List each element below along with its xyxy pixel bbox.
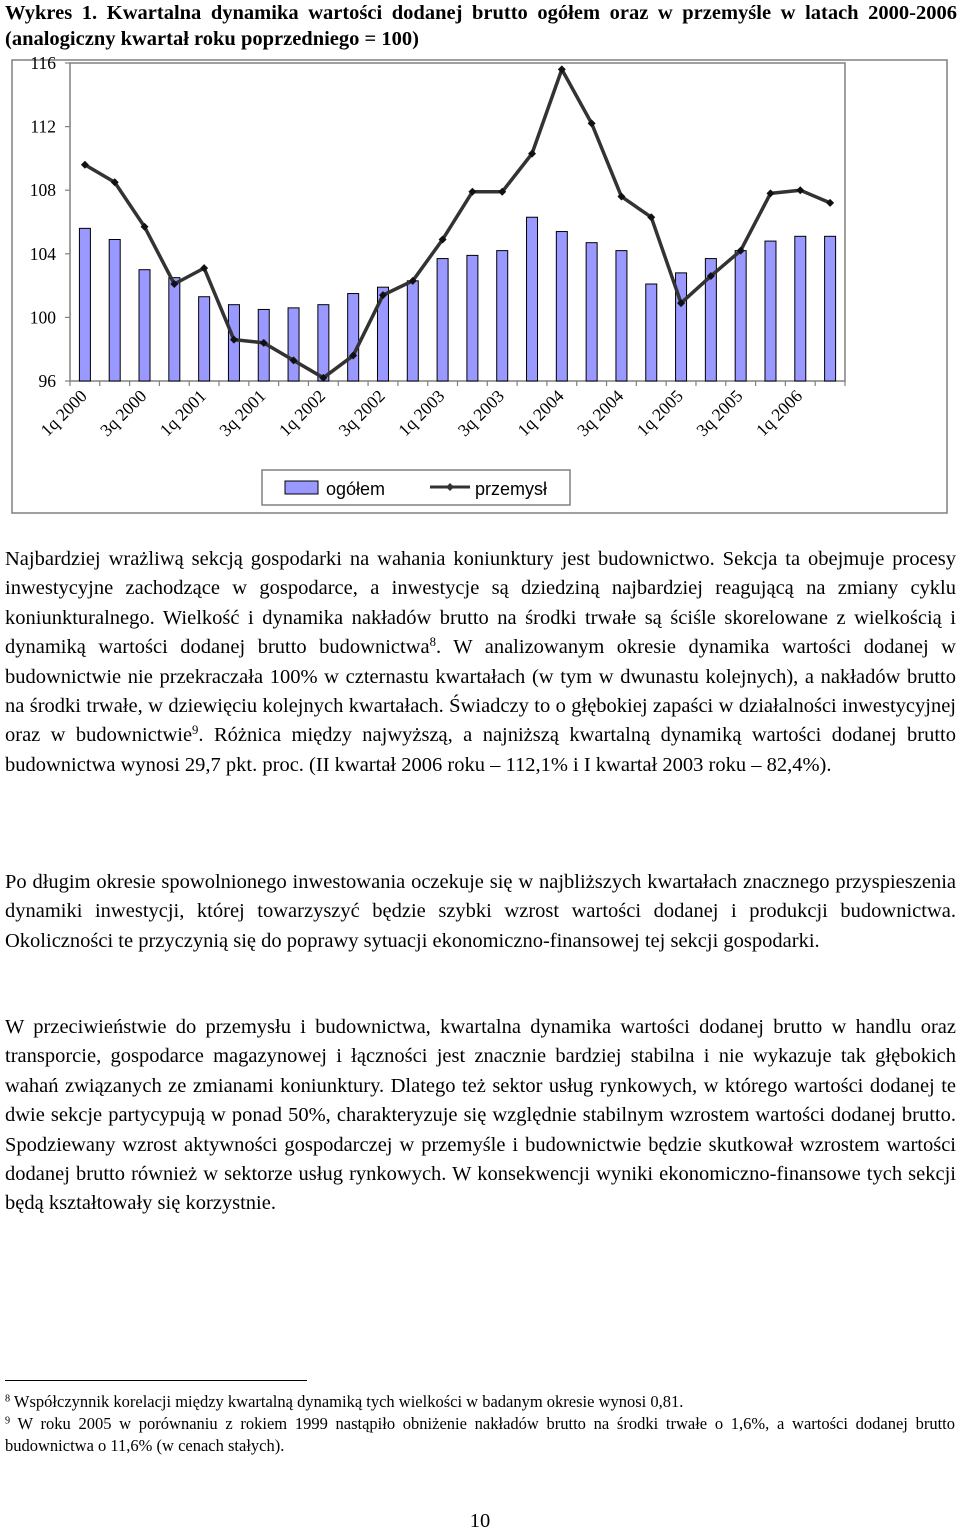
bar-ogolem (467, 255, 478, 381)
bar-ogolem (139, 270, 150, 381)
x-tick-label: 3q 2002 (334, 385, 389, 441)
x-tick-label: 3q 2004 (572, 385, 628, 441)
bar-ogolem (765, 241, 776, 381)
bar-ogolem (527, 217, 538, 381)
footnote-text-8: Współczynnik korelacji między kwartalną dynamiką tych wielkości w badanym okresie wynosi 0,81. (10, 1392, 684, 1411)
bar-ogolem (497, 251, 508, 381)
bar-ogolem (407, 281, 418, 381)
line-przemysl (85, 69, 830, 377)
footnote-marker-8: 8 (5, 1393, 11, 1405)
chart (0, 0, 960, 520)
bar-ogolem (735, 251, 746, 381)
line-series-przemysl (81, 65, 834, 381)
paragraph-1-run-3: . Różnica między najwyższą, a najniższą kwartalną dynamiką wartości dodanej brutto budownictwa wynosi 29,7 pkt. proc. (II kwartał 2006 roku – 112,1% i I kwartał 2003 roku – 82,4%). (5, 724, 956, 776)
paragraph-2 (5, 868, 956, 956)
plot-area-frame (70, 63, 845, 381)
x-tick-label: 1q 2003 (394, 385, 449, 441)
x-axis (36, 381, 845, 440)
footnote-marker-9: 9 (5, 1415, 11, 1427)
figure-label: Wykres 1. (5, 2, 98, 24)
bar-ogolem (795, 236, 806, 381)
bar-ogolem (109, 239, 120, 381)
x-tick-label: 3q 2005 (692, 385, 747, 441)
legend (262, 470, 570, 505)
bar-ogolem (348, 294, 359, 381)
footnote-9 (5, 1413, 955, 1457)
y-tick-label: 104 (29, 243, 56, 264)
bar-ogolem (556, 232, 567, 381)
bar-series-ogolem (79, 217, 835, 381)
legend-label-ogolem: ogółem (326, 479, 386, 499)
x-tick-label: 1q 2001 (155, 385, 210, 441)
chart-area-frame (12, 60, 947, 513)
page-number: 10 (469, 1510, 491, 1532)
bar-ogolem (616, 251, 627, 381)
footnotes (5, 1391, 955, 1457)
bar-ogolem (169, 278, 180, 381)
paragraph-1-run-1: Najbardziej wrażliwą sekcją gospodarki na wahania koniunktury jest budownictwo. Sekcja ta obejmuje procesy inwestycyjne zachodzące w gospodarce, a inwestycje są dziedziną najbardziej reagującą na zmiany cyklu koniunkturalnego. Wielkość i dynamika nakładów brutto na środki trwałe są ściśle skorelowane z wielkością i dynamiką wartości dodanej brutto budownictwa (5, 548, 956, 659)
legend-swatch-ogolem (285, 481, 318, 494)
bar-ogolem (646, 284, 657, 381)
x-tick-label: 1q 2005 (632, 385, 687, 441)
paragraph-2-text: Po długim okresie spowolnionego inwestowania oczekuje się w najbliższych kwartałach znacznego przyspieszenia dynamiki inwestycji, której towarzyszyć będzie szybki wzrost wartości dodanej i produkcji budownictwa. Okoliczności te przyczynią się do poprawy sytuacji ekonomiczno-finansowej tej sekcji gospodarki. (5, 871, 956, 952)
footnote-8 (5, 1391, 955, 1413)
y-tick-label: 96 (38, 371, 56, 391)
footnote-separator (5, 1380, 307, 1381)
x-tick-label: 3q 2000 (95, 385, 151, 441)
legend-label-przemysl: przemysł (475, 479, 548, 499)
bar-ogolem (288, 308, 299, 381)
x-tick-label: 3q 2001 (215, 385, 270, 441)
x-tick-label: 1q 2004 (513, 385, 568, 441)
x-tick-label: 1q 2006 (751, 385, 807, 441)
footnote-text-9: W roku 2005 w porównaniu z rokiem 1999 nastąpiło obniżenie nakładów brutto na środki trwałe o 1,6%, a wartości dodanej brutto budownictwa o 11,6% (w cenach stałych). (5, 1414, 955, 1455)
x-tick-label: 3q 2003 (453, 385, 509, 441)
y-tick-label: 108 (29, 180, 56, 201)
bar-ogolem (199, 297, 210, 381)
bar-ogolem (318, 305, 329, 381)
x-tick-label: 1q 2002 (274, 385, 330, 441)
bar-ogolem (586, 243, 597, 381)
legend-marker-przemysl (446, 483, 454, 491)
bar-ogolem (437, 259, 448, 381)
y-axis (30, 53, 70, 391)
paragraph-1 (5, 545, 956, 780)
paragraph-3-text: W przeciwieństwie do przemysłu i budownictwa, kwartalna dynamika wartości dodanej brutto w handlu oraz transporcie, gospodarce magazynowej i łączności jest znacznie bardziej stabilna i nie wykazuje tak głębokich wahań związanych ze zmianami koniunktury. Dlatego też sektor usług rynkowych, w którego wartości dodanej te dwie sekcje partycypują w ponad 50%, charakteryzuje się względnie stabilnym wzrostem wartości dodanej brutto. Spodziewany wzrost aktywności gospodarczej w przemyśle i budownictwie będzie skutkował wzrostem wartości dodanej brutto również w sektorze usług rynkowych. W konsekwencji wyniki ekonomiczno-finansowe tych sekcji będą kształtowały się korzystnie. (5, 1016, 956, 1215)
bar-ogolem (825, 236, 836, 381)
y-tick-label: 116 (30, 53, 56, 73)
y-tick-label: 100 (29, 307, 56, 328)
footnote-ref-9[interactable]: 9 (192, 723, 199, 738)
paragraph-3 (5, 1013, 956, 1219)
x-tick-label: 1q 2000 (36, 385, 91, 441)
bar-ogolem (79, 228, 90, 381)
paragraph-1-run-2: . W analizowanym okresie dynamika wartości dodanej w budownictwie nie przekraczała 100% w czternastu kwartałach (w tym w dwunastu kolejnych), a nakładów brutto na środki trwałe, w dziewięciu kolejnych kwartałach. Świadczy to o głębokiej zapaści w działalności inwestycyjnej oraz w budownictwie (5, 636, 956, 747)
figure-title: Kwartalna dynamika wartości dodanej brutto ogółem oraz w przemyśle w latach 2000-2006 (analogiczny kwartał roku poprzedniego = 100) (5, 2, 958, 50)
footnote-ref-8[interactable]: 8 (429, 635, 436, 650)
y-tick-label: 112 (30, 116, 56, 137)
